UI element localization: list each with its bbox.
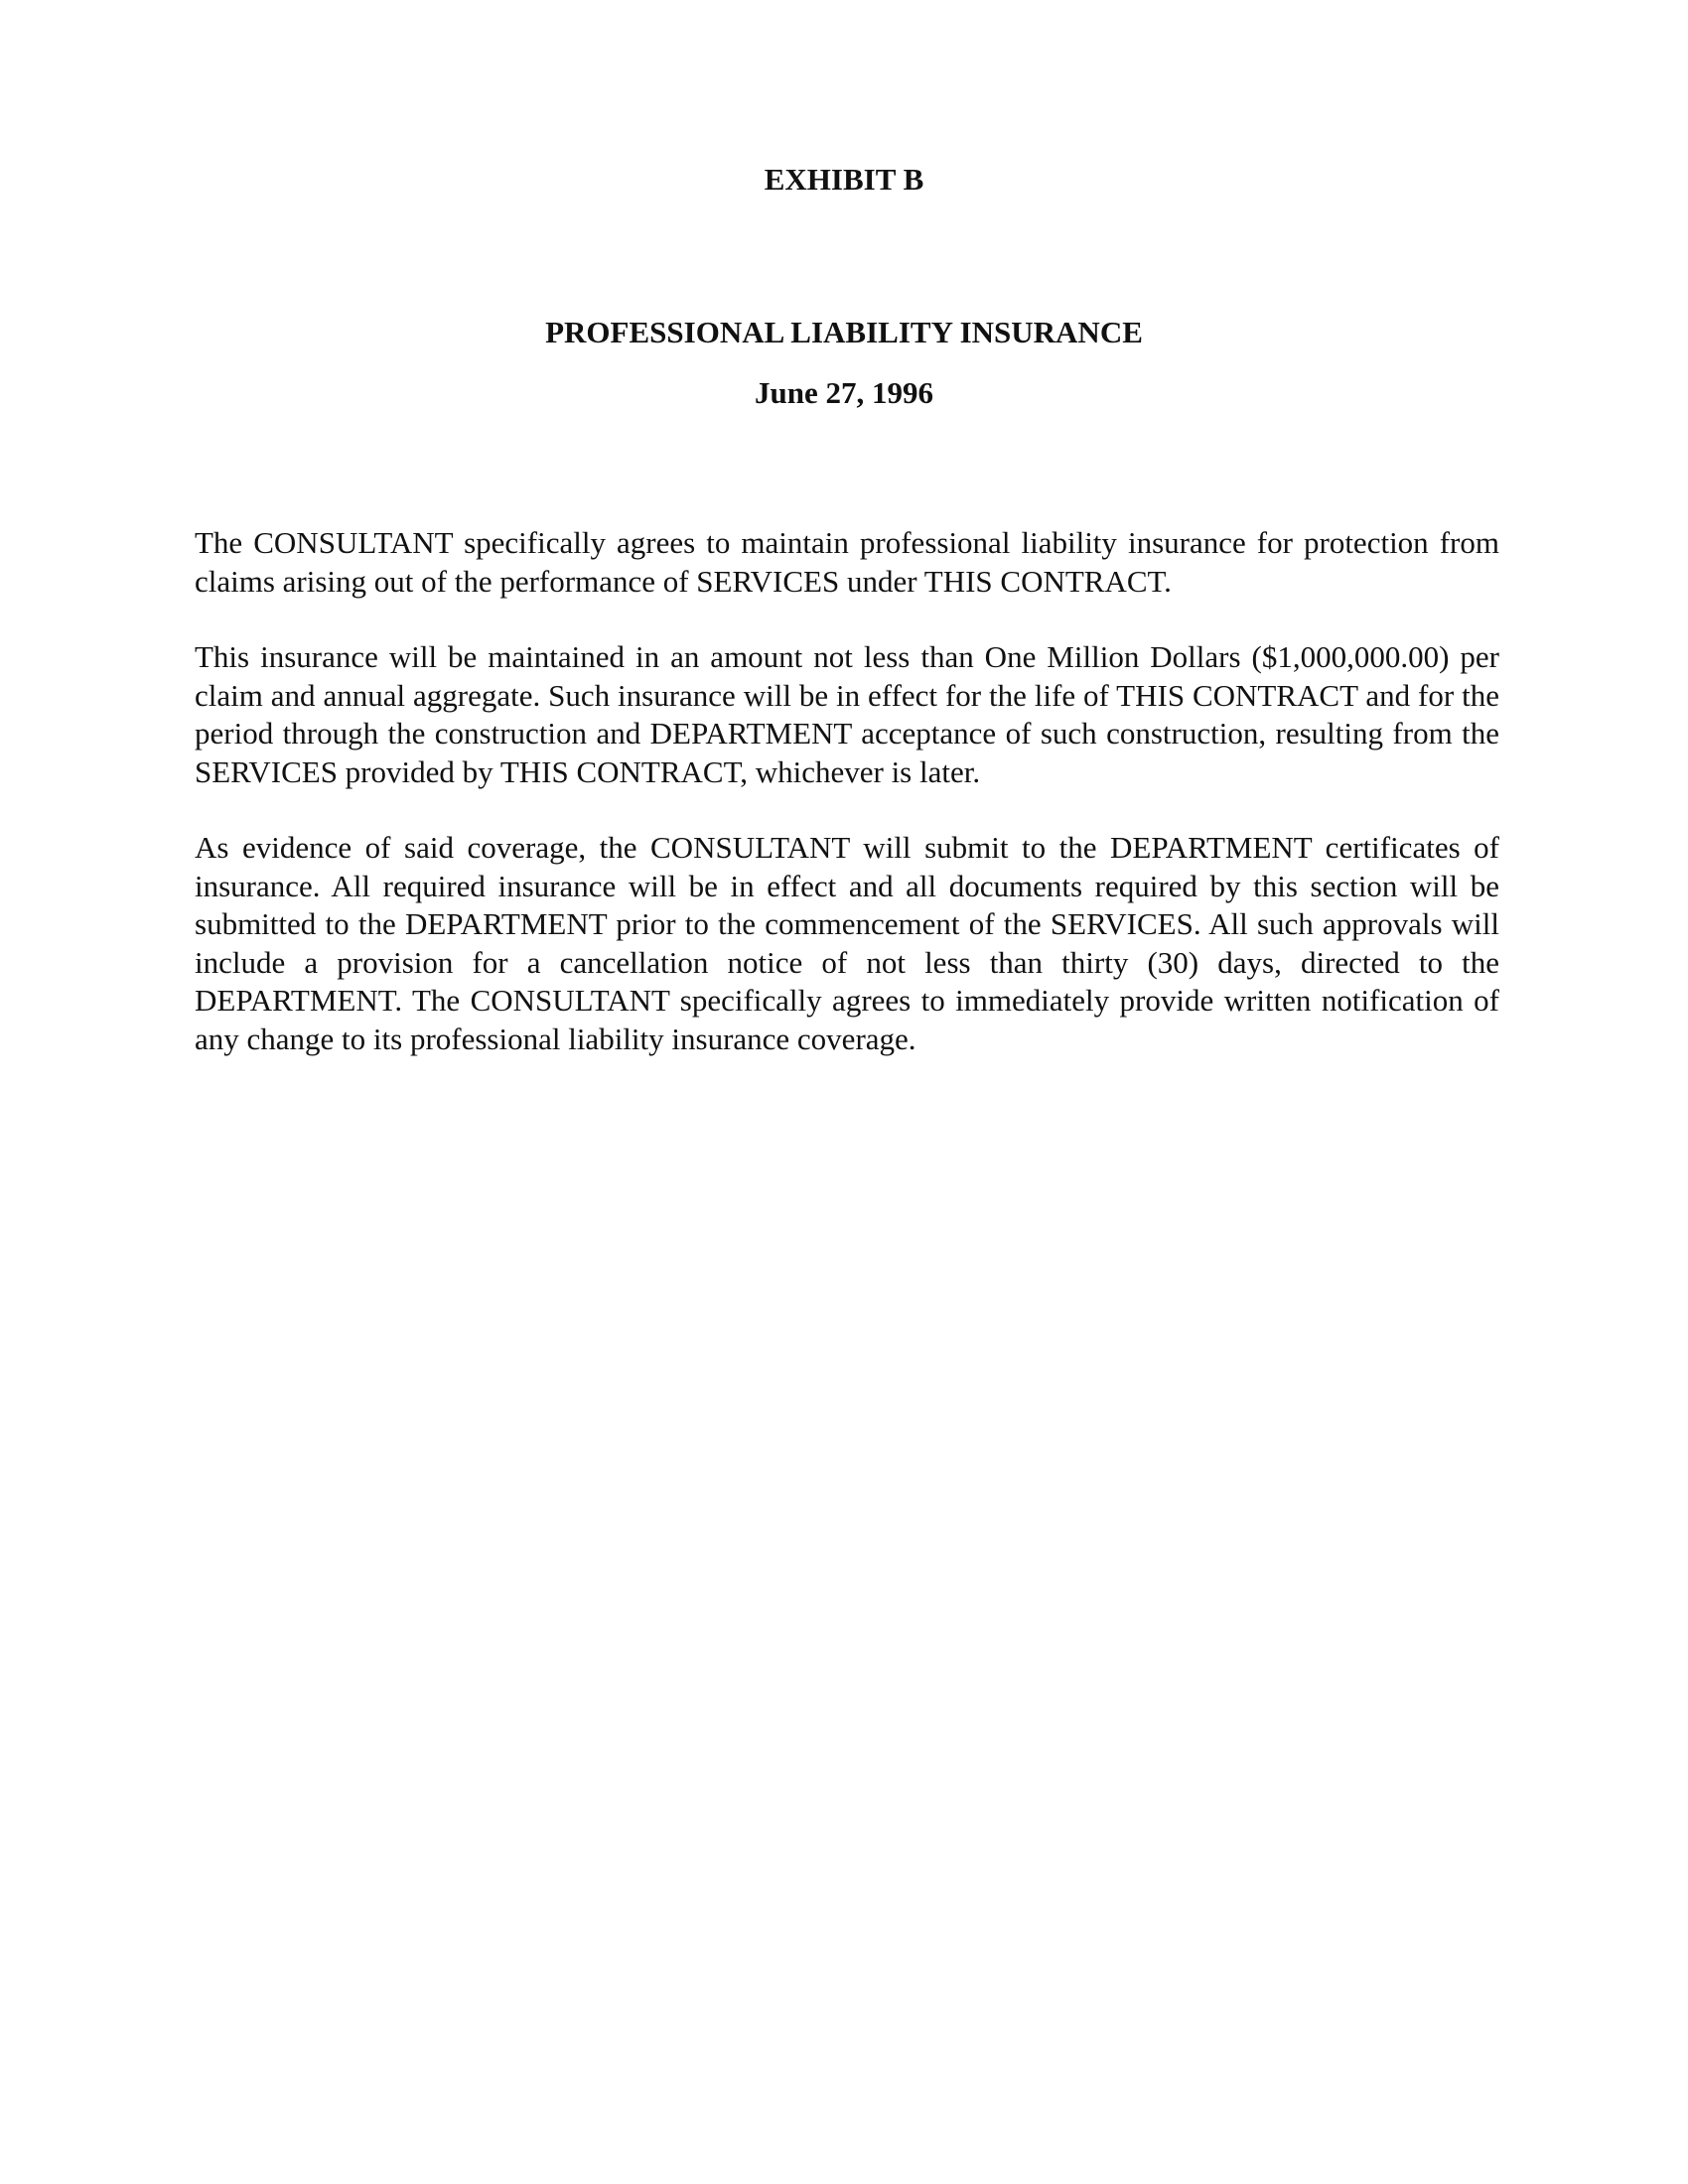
- paragraph-coverage-agreement: The CONSULTANT specifically agrees to maintain professional liability insurance for protection from claims arising out of the performance of SERVICES under THIS CONTRACT.: [195, 525, 1499, 599]
- exhibit-label: EXHIBIT B: [764, 162, 924, 197]
- document-date: June 27, 1996: [755, 375, 933, 410]
- document-title: PROFESSIONAL LIABILITY INSURANCE: [545, 315, 1143, 349]
- paragraph-evidence-of-coverage: As evidence of said coverage, the CONSULTANT will submit to the DEPARTMENT certificates of insurance. All required insurance will be in effect and all documents required by this section will be submitted to the DEPARTMENT prior to the commencement of the SERVICES. All such approvals will include a provision for a cancellation notice of not less than thirty (30) days, directed to the DEPARTMENT. The CONSULTANT specifically agrees to immediately provide written notification of any change to its professional liability insurance coverage.: [195, 830, 1499, 1056]
- paragraph-coverage-amount: This insurance will be maintained in an amount not less than One Million Dollars ($1,000,000.00) per claim and annual aggregate. Such insurance will be in effect for the life of THIS CONTRACT and for the period through the construction and DEPARTMENT acceptance of such construction, resulting from the SERVICES provided by THIS CONTRACT, whichever is later.: [195, 639, 1499, 789]
